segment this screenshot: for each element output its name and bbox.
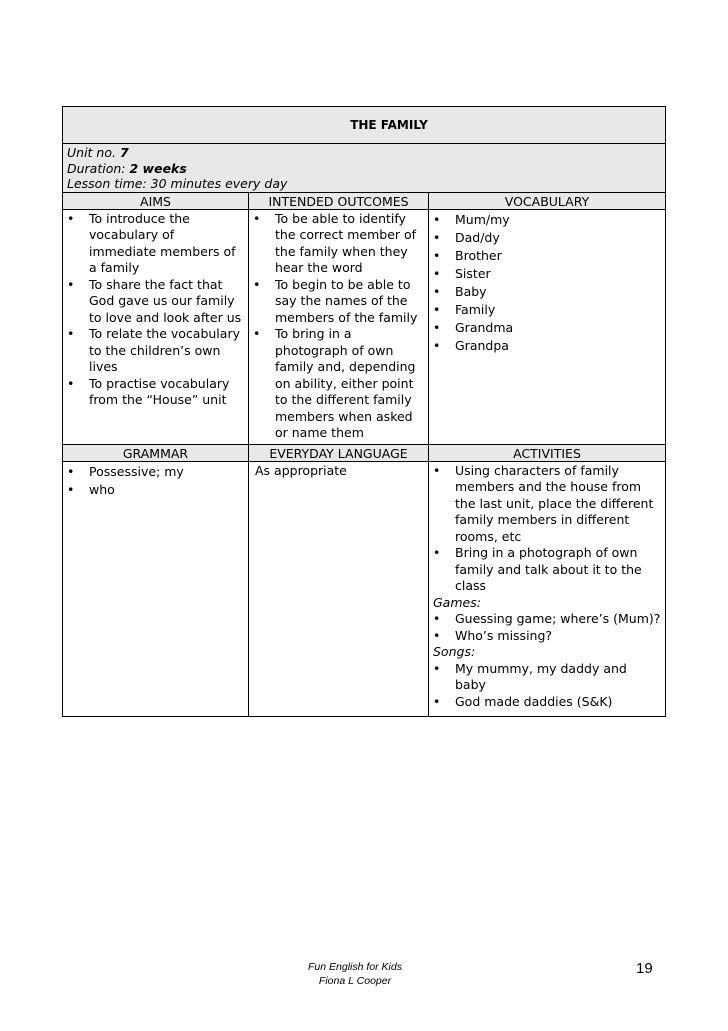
vocabulary-item: • Family [431,301,661,319]
lesson-plan-table [62,106,666,717]
vocabulary-item: • Baby [431,283,661,301]
outcomes-column [249,193,429,444]
grammar-list [65,463,244,499]
footer-author: Fiona L Cooper [318,975,392,987]
songs-label: Songs: [433,644,476,659]
songs-list [431,661,661,711]
unit-number [67,145,661,161]
everyday-header: EVERYDAY LANGUAGE [249,445,428,462]
aim-item: • To introduce the vocabulary of immediate members of a family [65,211,244,277]
unit-label: Unit no. [67,145,116,160]
outcomes-header: INTENDED OUTCOMES [249,193,428,210]
vocabulary-column [429,193,665,444]
aim-item: • To practise vocabulary from the “House” unit [65,376,244,409]
unit-meta [63,144,665,193]
outcome-item: • To begin to be able to say the names of the members of the family [251,277,424,327]
footer-book-title: Fun English for Kids [308,961,402,973]
aims-header: AIMS [63,193,248,210]
outcomes-list [251,211,424,442]
game-item: • Guessing game; where’s (Mum)? [431,611,661,628]
outcome-item: • To be able to identify the correct member of the family when they hear the word [251,211,424,277]
game-item: • Who’s missing? [431,628,661,645]
aim-item: • To relate the vocabulary to the children’s own lives [65,326,244,376]
grammar-everyday-activities-row [63,444,665,717]
vocabulary-item: • Grandpa [431,337,661,355]
song-item: • God made daddies (S&K) [431,694,661,711]
duration-label: Duration: [67,160,126,176]
vocabulary-item: • Grandma [431,319,661,337]
grammar-item: • Possessive; my [65,463,244,481]
activities-list [431,463,661,595]
footer-credit [270,960,440,988]
song-item: • My mummy, my daddy and baby [431,661,661,694]
vocabulary-list [431,211,661,355]
duration-value: 2 weeks [129,160,187,176]
activity-item: • Bring in a photograph of own family and talk about it to the class [431,545,661,595]
aims-list [65,211,244,409]
vocabulary-item: • Sister [431,265,661,283]
aims-column [63,193,249,444]
grammar-header: GRAMMAR [63,445,248,462]
everyday-column [249,445,429,717]
grammar-item: • who [65,481,244,499]
activities-header: ACTIVITIES [429,445,665,462]
vocabulary-item: • Brother [431,247,661,265]
lesson-time: Lesson time: 30 minutes every day [67,176,288,191]
vocabulary-header: VOCABULARY [429,193,665,210]
outcome-item: • To bring in a photograph of own family and, depending on ability, either point to the different family members when asked or name them [251,326,424,442]
unit-value: 7 [119,145,129,160]
unit-title: THE FAMILY [63,107,665,144]
vocabulary-item: • Dad/dy [431,229,661,247]
vocabulary-item: • Mum/my [431,211,661,229]
everyday-text: As appropriate [255,462,347,478]
page-number: 19 [636,960,653,977]
activities-column [429,445,665,717]
games-list [431,611,661,644]
games-label: Games: [433,594,481,610]
aims-outcomes-vocab-row [63,193,665,444]
activity-item: • Using characters of family members and the house from the last unit, place the different family members in different rooms, etc [431,463,661,546]
duration [67,161,661,177]
aim-item: • To share the fact that God gave us our family to love and look after us [65,277,244,327]
grammar-column [63,445,249,717]
